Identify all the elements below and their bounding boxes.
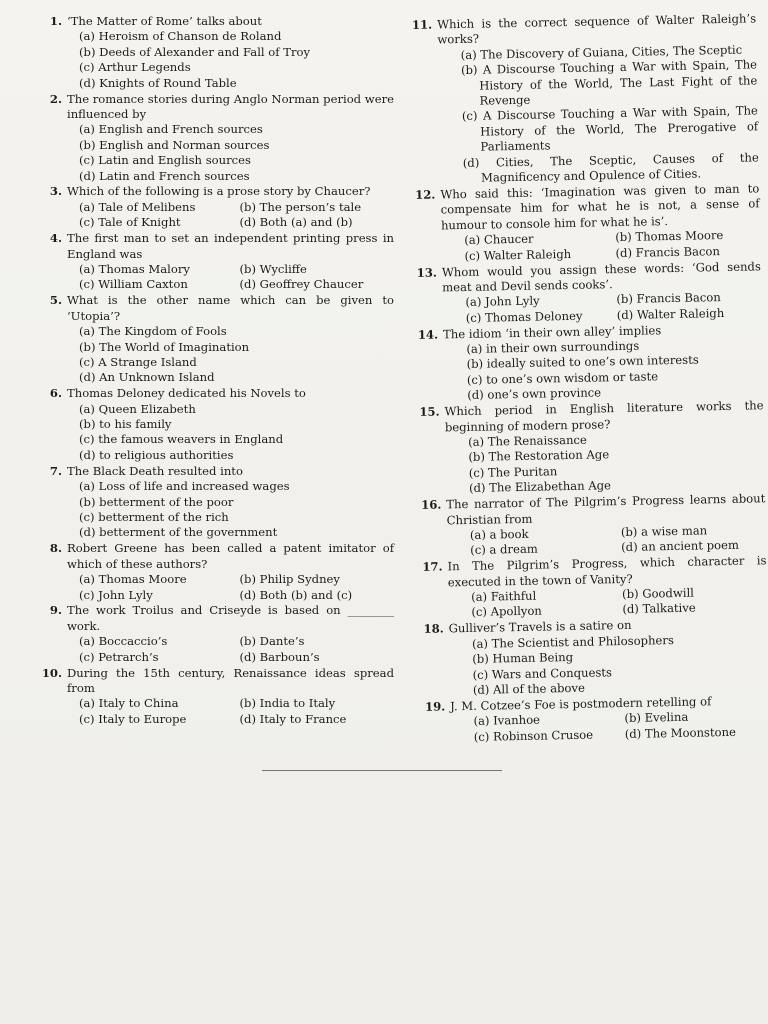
answer-option: (c) A Discourse Touching a War with Spain, The History of the World, The Prerogative of Parliaments bbox=[461, 103, 759, 154]
question-text: Which of the following is a prose story by Chaucer? bbox=[67, 184, 371, 199]
left-column bbox=[28, 14, 394, 728]
question-text: The romance stories during Anglo Norman period were influenced by bbox=[67, 91, 394, 121]
question-text: The Black Death resulted into bbox=[67, 463, 243, 478]
answer-option: (a) The Renaissance bbox=[468, 432, 587, 449]
question-head bbox=[28, 293, 394, 324]
answer-option: (b) to his family bbox=[79, 417, 172, 432]
answer-option: (b) Evelina bbox=[624, 710, 689, 726]
answer-option: (a) English and French sources bbox=[79, 122, 263, 137]
question-head bbox=[28, 666, 394, 697]
question-5 bbox=[28, 293, 394, 385]
answer-option: (c) Thomas Deloney bbox=[465, 308, 583, 325]
answer-options bbox=[423, 709, 768, 746]
answer-option: (c) William Caxton bbox=[79, 277, 188, 292]
answer-option: (d) Francis Bacon bbox=[615, 243, 720, 260]
question-number: 18. bbox=[423, 621, 444, 637]
question-head bbox=[28, 386, 394, 401]
answer-option: (c) to one’s own wisdom or taste bbox=[466, 369, 659, 387]
answer-option: (b) Dante’s bbox=[239, 634, 305, 649]
answer-option: (a) John Lyly bbox=[465, 293, 540, 310]
answer-option: (a) Thomas Malory bbox=[79, 262, 190, 276]
answer-option: (a) a book bbox=[469, 526, 529, 542]
answer-option: (d) Talkative bbox=[622, 601, 696, 617]
question-number: 12. bbox=[415, 187, 436, 202]
answer-options bbox=[28, 696, 394, 727]
answer-option: (a) Thomas Moore bbox=[79, 572, 187, 587]
question-number: 4. bbox=[49, 231, 62, 246]
question-number: 5. bbox=[49, 293, 62, 308]
answer-option: (b) Goodwill bbox=[621, 585, 695, 602]
question-14 bbox=[416, 321, 763, 405]
answer-option: (c) John Lyly bbox=[79, 587, 153, 602]
answer-options bbox=[28, 634, 394, 665]
answer-option: (a) Boccaccio’s bbox=[79, 634, 168, 649]
answer-option: (b) A Discourse Touching a War with Spain, The History of the World, The Last Fight of the Revenge bbox=[460, 57, 758, 108]
answer-options bbox=[418, 429, 765, 497]
question-text: In The Pilgrim’s Progress, which character is executed in the town of Vanity? bbox=[447, 553, 767, 590]
question-6 bbox=[28, 386, 394, 463]
answer-option: (a) Heroism of Chanson de Roland bbox=[79, 29, 282, 44]
answer-option: (d) Walter Raleigh bbox=[616, 305, 725, 322]
answer-option: (a) in their own surroundings bbox=[466, 338, 640, 357]
answer-options bbox=[28, 572, 394, 603]
question-17 bbox=[420, 553, 767, 621]
answer-option: (a) Ivanhoe bbox=[473, 712, 541, 729]
question-number: 16. bbox=[421, 497, 442, 512]
answer-options bbox=[28, 479, 394, 541]
question-number: 7. bbox=[49, 463, 62, 478]
question-head bbox=[28, 92, 394, 123]
question-head bbox=[28, 14, 394, 29]
question-text: ‘The Matter of Rome’ talks about bbox=[67, 14, 262, 28]
answer-options bbox=[422, 631, 768, 699]
bottom-rule bbox=[262, 770, 502, 771]
question-9 bbox=[28, 603, 394, 665]
question-head bbox=[28, 184, 394, 199]
answer-option: (a) The Scientist and Philosophers bbox=[471, 632, 674, 651]
answer-option: (b) Thomas Moore bbox=[615, 228, 724, 245]
question-text: Thomas Deloney dedicated his Novels to bbox=[67, 386, 306, 401]
answer-options bbox=[28, 262, 394, 293]
question-text: What is the other name which can be given to ‘Utopia’? bbox=[67, 293, 394, 323]
answer-option: (a) Tale of Melibens bbox=[79, 199, 196, 214]
answer-option: (a) Chaucer bbox=[464, 231, 534, 248]
question-text: Gulliver’s Travels is a satire on bbox=[448, 618, 632, 636]
answer-option: (c) Apollyon bbox=[471, 604, 542, 620]
answer-option: (b) a wise man bbox=[620, 523, 708, 539]
question-text: The idiom ‘in their own alley’ implies bbox=[442, 322, 662, 342]
question-text: Robert Greene has been called a patent imitator of which of these authors? bbox=[67, 541, 394, 571]
question-number: 11. bbox=[411, 17, 433, 32]
answer-options bbox=[28, 402, 394, 464]
question-head bbox=[28, 603, 394, 634]
answer-options bbox=[416, 336, 763, 404]
question-number: 6. bbox=[49, 386, 62, 401]
question-16 bbox=[419, 491, 766, 559]
answer-option: (c) Arthur Legends bbox=[79, 60, 191, 75]
right-column bbox=[410, 11, 768, 746]
answer-option: (c) Robinson Crusoe bbox=[473, 727, 594, 744]
answer-option: (c) Petrarch’s bbox=[79, 649, 159, 664]
answer-option: (d) an ancient poem bbox=[621, 538, 740, 555]
question-text: During the 15th century, Renaissance ideas spread from bbox=[67, 665, 394, 695]
answer-option: (d) to religious authorities bbox=[79, 447, 234, 462]
question-number: 8. bbox=[49, 541, 62, 556]
answer-options bbox=[28, 324, 394, 386]
answer-option: (d) Knights of Round Table bbox=[79, 75, 237, 90]
question-head bbox=[413, 181, 760, 234]
question-15 bbox=[417, 398, 765, 497]
answer-options bbox=[28, 200, 394, 231]
answer-option: (c) A Strange Island bbox=[79, 354, 197, 369]
question-head bbox=[28, 464, 394, 479]
answer-option: (b) Deeds of Alexander and Fall of Troy bbox=[79, 44, 311, 59]
answer-option: (b) The Restoration Age bbox=[468, 447, 610, 465]
question-8 bbox=[28, 541, 394, 603]
answer-options bbox=[411, 42, 760, 187]
answer-option: (a) Faithful bbox=[470, 588, 537, 604]
question-18 bbox=[422, 616, 768, 700]
question-number: 1. bbox=[49, 14, 62, 28]
answer-option: (a) Italy to China bbox=[79, 696, 179, 711]
question-13 bbox=[415, 259, 762, 327]
answer-option: (d) Cities, The Sceptic, Causes of the Magnificency and Opulence of Cities. bbox=[462, 149, 759, 185]
answer-option: (a) The Kingdom of Fools bbox=[79, 324, 227, 339]
answer-option: (d) The Moonstone bbox=[624, 724, 737, 741]
question-number: 19. bbox=[424, 699, 446, 714]
answer-option: (d) Both (b) and (c) bbox=[239, 587, 353, 602]
answer-option: (c) The Puritan bbox=[468, 464, 558, 480]
question-text: J. M. Cotzee’s Foe is postmodern retelling of bbox=[450, 694, 712, 714]
answer-option: (d) betterment of the government bbox=[79, 525, 278, 540]
question-number: 3. bbox=[49, 184, 62, 199]
question-head bbox=[28, 541, 394, 572]
answer-option: (d) Latin and French sources bbox=[79, 168, 250, 183]
question-2 bbox=[28, 92, 394, 184]
answer-option: (d) Barboun’s bbox=[239, 649, 320, 664]
question-number: 2. bbox=[49, 91, 62, 106]
question-number: 14. bbox=[417, 327, 439, 342]
answer-option: (d) An Unknown Island bbox=[79, 370, 215, 385]
answer-option: (c) betterment of the rich bbox=[79, 510, 229, 524]
question-text: Which period in English literature works the beginning of modern prose? bbox=[444, 398, 764, 434]
question-number: 10. bbox=[41, 665, 62, 680]
answer-option: (d) The Elizabethan Age bbox=[468, 478, 612, 496]
question-1 bbox=[28, 14, 394, 91]
answer-option: (d) one’s own province bbox=[467, 385, 602, 403]
answer-option: (a) The Discovery of Guiana, Cities, The Sceptic bbox=[460, 42, 743, 62]
answer-option: (d) Italy to France bbox=[239, 711, 347, 726]
answer-option: (c) Wars and Conquests bbox=[472, 664, 613, 682]
answer-options bbox=[28, 29, 394, 91]
answer-option: (b) The World of Imagination bbox=[79, 339, 250, 354]
answer-option: (b) Philip Sydney bbox=[239, 572, 340, 587]
answer-option: (c) a dream bbox=[470, 541, 538, 558]
answer-option: (c) Italy to Europe bbox=[79, 711, 187, 726]
answer-option: (c) the famous weavers in England bbox=[79, 432, 284, 447]
answer-option: (d) Both (a) and (b) bbox=[239, 215, 353, 230]
answer-option: (b) English and Norman sources bbox=[79, 137, 270, 152]
answer-option: (b) Human Being bbox=[472, 650, 574, 667]
question-10 bbox=[28, 666, 394, 728]
answer-option: (c) Tale of Knight bbox=[79, 215, 181, 230]
question-4 bbox=[28, 231, 394, 293]
answer-option: (d) All of the above bbox=[472, 680, 586, 697]
question-12 bbox=[413, 181, 760, 265]
answer-option: (c) Walter Raleigh bbox=[464, 246, 572, 263]
question-19 bbox=[423, 693, 768, 746]
question-text: The work Troilus and Criseyde is based on ________ work. bbox=[67, 603, 394, 633]
answer-options bbox=[28, 122, 394, 184]
question-text: Whom would you assign these words: ‘God sends meat and Devil sends cooks’. bbox=[441, 258, 761, 295]
answer-option: (b) Wycliffe bbox=[239, 262, 307, 276]
answer-option: (c) Latin and English sources bbox=[79, 153, 251, 168]
answer-option: (b) The person’s tale bbox=[239, 199, 362, 214]
question-text: The first man to set an independent printing press in England was bbox=[67, 231, 394, 261]
question-number: 15. bbox=[419, 404, 440, 420]
answer-option: (b) ideally suited to one’s own interests bbox=[466, 352, 699, 372]
answer-option: (a) Queen Elizabeth bbox=[79, 401, 196, 416]
question-11 bbox=[410, 11, 759, 187]
answer-option: (b) betterment of the poor bbox=[79, 494, 234, 509]
question-7 bbox=[28, 464, 394, 541]
question-head bbox=[28, 231, 394, 262]
question-text: Who said this: ‘Imagination was given to man to compensate him for what he is not, a sense of humour to console him for what he is’. bbox=[440, 181, 760, 233]
question-text: Which is the correct sequence of Walter Raleigh’s works? bbox=[436, 11, 757, 47]
question-text: The narrator of The Pilgrim’s Progress learns about Christian from bbox=[446, 491, 766, 527]
question-3 bbox=[28, 184, 394, 230]
answer-option: (d) Geoffrey Chaucer bbox=[239, 277, 364, 292]
answer-option: (b) Francis Bacon bbox=[616, 290, 721, 307]
question-number: 9. bbox=[49, 603, 62, 618]
answer-option: (a) Loss of life and increased wages bbox=[79, 479, 290, 494]
question-number: 17. bbox=[422, 559, 443, 575]
question-number: 13. bbox=[416, 265, 438, 280]
answer-option: (b) India to Italy bbox=[239, 696, 336, 711]
